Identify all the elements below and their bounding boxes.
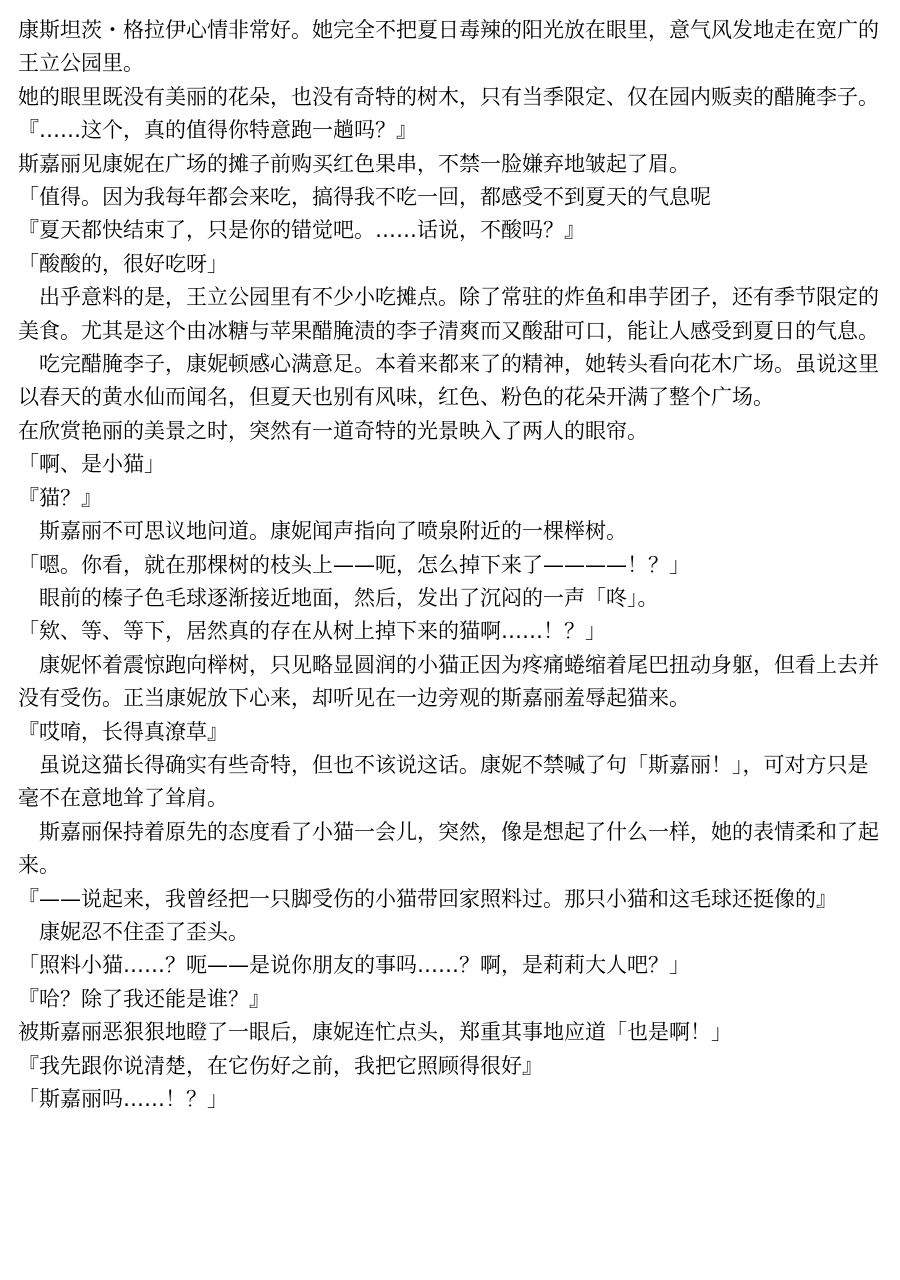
paragraph-8: 眼前的榛子色毛球逐渐接近地面，然后，发出了沉闷的一声「咚」。 (18, 585, 659, 610)
paragraph-6: 在欣赏艳丽的美景之时，突然有一道奇特的光景映入了两人的眼帘。 (18, 418, 648, 443)
paragraph-10: 虽说这猫长得确实有些奇特，但也不该说这话。康妮不禁喊了句「斯嘉丽！」，可对方只是毫不在意地耸了耸肩。 (18, 752, 869, 811)
dialogue-line: 『我先跟你说清楚，在它伤好之前，我把它照顾得很好』 (18, 1053, 543, 1078)
dialogue-line: 「嗯。你看，就在那棵树的枝头上——呃，怎么掉下来了————！？」 (18, 552, 690, 577)
paragraph-7: 斯嘉丽不可思议地问道。康妮闻声指向了喷泉附近的一棵榉树。 (18, 519, 627, 544)
paragraph-12: 康妮忍不住歪了歪头。 (18, 919, 249, 944)
paragraph-3: 斯嘉丽见康妮在广场的摊子前购买红色果串，不禁一脸嫌弃地皱起了眉。 (18, 151, 690, 176)
dialogue-line: 「欸、等、等下，居然真的存在从树上掉下来的猫啊……！？」 (18, 619, 606, 644)
paragraph-4: 出乎意料的是，王立公园里有不少小吃摊点。除了常驻的炸鱼和串芋团子，还有季节限定的美食。尤其是这个由冰糖与苹果醋腌渍的李子清爽而又酸甜可口，能让人感受到夏日的气息。 (18, 285, 879, 343)
dialogue-line: 「值得。因为我每年都会来吃，搞得我不吃一回，都感受不到夏天的气息呢 (18, 185, 711, 210)
paragraph-11: 斯嘉丽保持着原先的态度看了小猫一会儿，突然，像是想起了什么一样，她的表情柔和了起来。 (18, 819, 879, 878)
dialogue-line: 「酸酸的，很好吃呀」 (18, 251, 228, 276)
dialogue-line: 「斯嘉丽吗……！？」 (18, 1087, 228, 1111)
dialogue-line: 『……这个，真的值得你特意跑一趟吗？』 (18, 118, 417, 143)
dialogue-line: 『夏天都快结束了，只是你的错觉吧。……话说，不酸吗？』 (18, 218, 585, 243)
document-body (18, 14, 886, 1116)
dialogue-line: 『猫？』 (18, 485, 102, 510)
dialogue-line: 「照料小猫……？呃——是说你朋友的事吗……？啊，是莉莉大人吧？」 (18, 953, 690, 978)
dialogue-line: 『——说起来，我曾经把一只脚受伤的小猫带回家照料过。那只小猫和这毛球还挺像的』 (18, 886, 837, 911)
dialogue-line: 『哎唷，长得真潦草』 (18, 719, 228, 744)
paragraph-13: 被斯嘉丽恶狠狠地瞪了一眼后，康妮连忙点头，郑重其事地应道「也是啊！」 (18, 1020, 732, 1045)
paragraph-9: 康妮怀着震惊跑向榉树，只见略显圆润的小猫正因为疼痛蜷缩着尾巴扭动身躯，但看上去并没有受伤。正当康妮放下心来，却听见在一边旁观的斯嘉丽羞辱起猫来。 (18, 652, 879, 711)
dialogue-line: 『哈？除了我还能是谁？』 (18, 986, 270, 1011)
paragraph-5: 吃完醋腌李子，康妮顿感心满意足。本着来都来了的精神，她转头看向花木广场。虽说这里以春天的黄水仙而闻名，但夏天也别有风味，红色、粉色的花朵开满了整个广场。 (18, 352, 879, 410)
dialogue-line: 「啊、是小猫」 (18, 452, 165, 477)
paragraph-1: 康斯坦茨・格拉伊心情非常好。她完全不把夏日毒辣的阳光放在眼里，意气风发地走在宽广的王立公园里。 (18, 18, 879, 76)
paragraph-2: 她的眼里既没有美丽的花朵，也没有奇特的树木，只有当季限定、仅在园内贩卖的醋腌李子。 (18, 84, 879, 109)
